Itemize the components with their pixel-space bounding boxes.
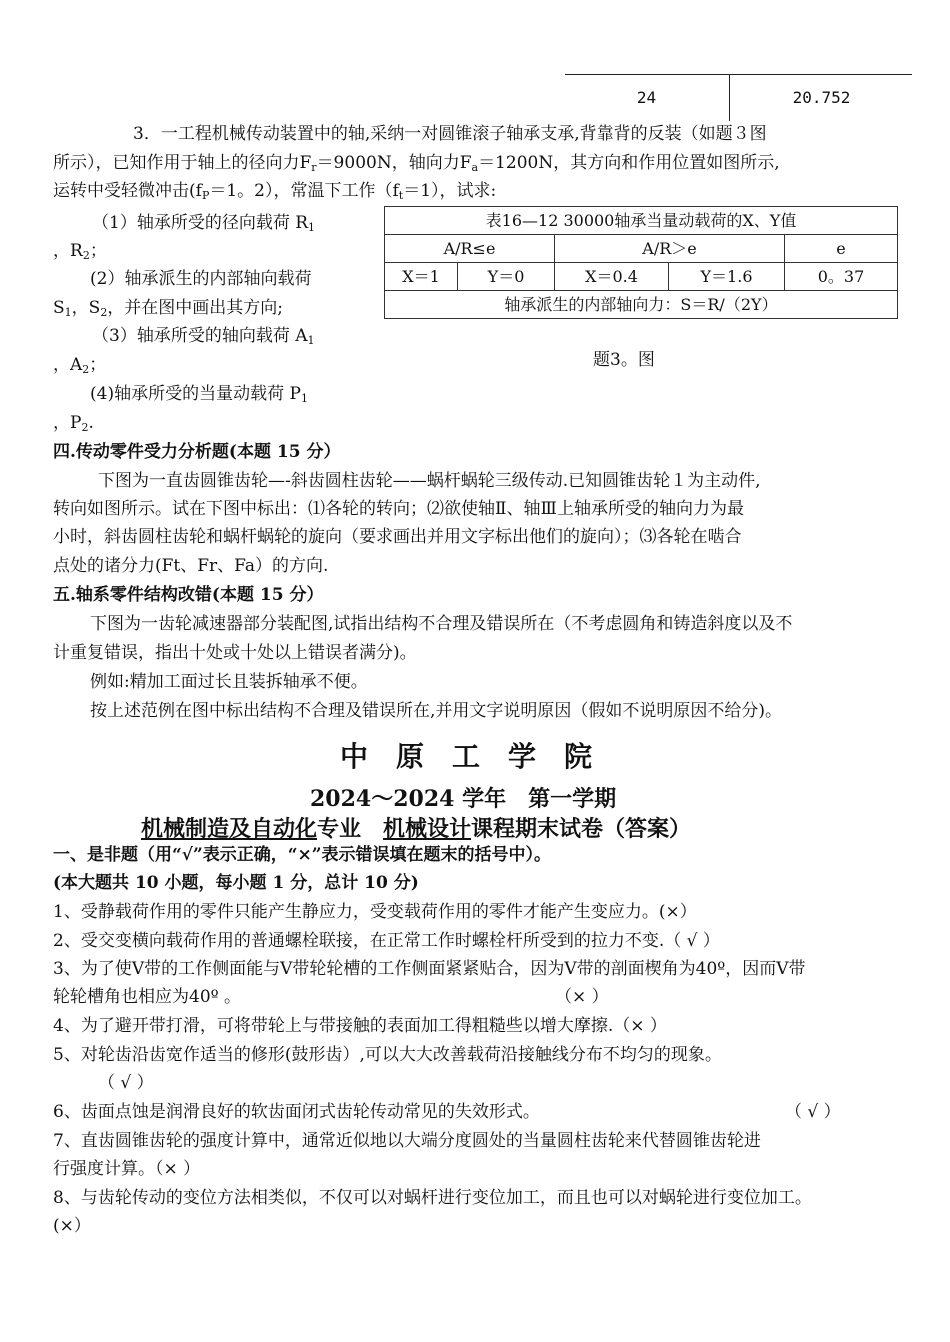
tf-question-4: 4、为了避开带打滑，可将带轮上与带接触的表面加工得粗糙些以增大摩擦.（× ） xyxy=(53,1016,667,1036)
tf-question-3b: 轮轮槽角也相应为40º 。 xyxy=(53,987,242,1007)
section-4-line-2: 转向如图所示。试在下图中标出：⑴各轮的转向；⑵欲使轴Ⅱ、轴Ⅲ上轴承所受的轴向力为最 xyxy=(53,499,744,519)
figure-caption: 题3。图 xyxy=(593,350,655,370)
tf-question-7a: 7、直齿圆锥齿轮的强度计算中，通常近似地以大端分度圆处的当量圆柱齿轮来代替圆锥齿轮进 xyxy=(53,1131,761,1151)
tf-question-5a: 5、对轮齿沿齿宽作适当的修形(鼓形齿）,可以大大改善载荷沿接触线分布不均匀的现象。 xyxy=(53,1045,722,1065)
section-5-line-4: 按上述范例在图中标出结构不合理及错误所在,并用文字说明原因（假如不说明原因不给分)。 xyxy=(90,701,783,721)
tf-answer-5: （ √ ） xyxy=(98,1073,154,1093)
tf-answer-3: （× ） xyxy=(555,987,609,1007)
bearing-coefficient-table xyxy=(384,206,898,319)
coef-header-ar-gt-e: A/R＞e xyxy=(555,235,785,263)
section-4-line-4: 点处的诸分力(Ft、Fr、Fa）的方向. xyxy=(53,556,329,576)
q3-sub2-b: $S_1$，$S_2$，并在图中画出其方向; xyxy=(53,298,284,319)
q3-sub3-b: ，$A_2$； xyxy=(53,355,107,376)
q3-line-3: 运转中受轻微冲击($f_P=1$。2），常温下工作$(f_t=1)$，试求: xyxy=(53,181,497,202)
section-4-line-1: 下图为一直齿圆锥齿轮—-斜齿圆柱齿轮——蜗杆蜗轮三级传动.已知圆锥齿轮１为主动件, xyxy=(98,471,761,491)
q3-sub4-a: (4)轴承所受的当量动载荷 $P_1$ xyxy=(90,384,308,405)
top-table-cell-1: 24 xyxy=(636,88,657,107)
school-name: 中原工学院 xyxy=(340,740,621,773)
coef-cell-e: 0。37 xyxy=(785,263,898,291)
tf-question-8b: (×） xyxy=(53,1216,91,1236)
section-5-title: 五.轴系零件结构改错(本题 15 分） xyxy=(53,585,324,605)
q3-sub1-b: ，$R_2$； xyxy=(53,241,107,262)
coef-cell-y16: Y＝1.6 xyxy=(669,263,785,291)
academic-year: 2024～2024 学年 第一学期 xyxy=(310,786,617,812)
tf-question-7b: 行强度计算。（× ） xyxy=(53,1159,201,1179)
q3-sub1-a: （1）轴承所受的径向载荷 $R_1$ xyxy=(92,213,316,234)
section-4-title: 四.传动零件受力分析题(本题 15 分） xyxy=(53,442,341,462)
top-table-cell-2: 20.752 xyxy=(729,75,913,121)
coef-table-title: 表16—12 30000轴承当量动载荷的X、Y值 xyxy=(385,207,898,235)
q3-sub3-a: （3）轴承所受的轴向载荷 $A_1$ xyxy=(92,326,315,347)
coef-cell-x1: X＝1 xyxy=(385,263,458,291)
part-1-title: 一、是非题（用“√”表示正确，“×”表示错误填在题末的括号中）。 xyxy=(53,845,552,865)
coef-table-note: 轴承派生的内部轴向力：S＝R/（2Y） xyxy=(385,291,898,319)
tf-question-6: 6、齿面点蚀是润滑良好的软齿面闭式齿轮传动常见的失效形式。 xyxy=(53,1102,540,1122)
tf-answer-6: （ √ ） xyxy=(785,1102,841,1122)
course-suffix: 课程期末试卷（答案） xyxy=(471,816,692,842)
tf-question-8a: 8、与齿轮传动的变位方法相类似，不仅可以对蜗杆进行变位加工，而且也可以对蜗轮进行变位加工。 xyxy=(53,1188,812,1208)
coef-cell-y0: Y＝0 xyxy=(458,263,555,291)
tf-question-2: 2、受交变横向载荷作用的普通螺栓联接，在正常工作时螺栓杆所受到的拉力不变.（ √ ） xyxy=(53,931,720,951)
coef-cell-x04: X＝0.4 xyxy=(555,263,669,291)
q3-sub4-b: ，$P_2$. xyxy=(53,413,94,434)
part-1-subtitle: (本大题共 10 小题，每小题 1 分，总计 10 分) xyxy=(53,873,419,893)
tf-question-3a: 3、为了使V带的工作侧面能与V带轮轮槽的工作侧面紧紧贴合，因为V带的剖面楔角为40º，因而V带 xyxy=(53,959,806,979)
coef-header-e: e xyxy=(785,235,898,263)
section-5-line-2: 计重复错误，指出十处或十处以上错误者满分)。 xyxy=(53,643,417,663)
section-5-line-3: 例如:精加工面过长且装拆轴承不便。 xyxy=(90,672,368,692)
exam-title-line xyxy=(141,812,691,843)
top-table-row xyxy=(565,74,912,121)
q3-sub2-a: (2）轴承派生的内部轴向载荷 xyxy=(90,269,312,289)
major-name: 机械制造及自动化 xyxy=(141,816,318,842)
q3-line-1: 3．一工程机械传动装置中的轴,采纳一对圆锥滚子轴承支承,背靠背的反装（如题３图 xyxy=(133,124,767,144)
major-suffix: 专业 xyxy=(317,816,384,842)
coef-header-ar-le-e: A/R≤e xyxy=(385,235,555,263)
tf-question-1: 1、受静载荷作用的零件只能产生静应力，受变载荷作用的零件才能产生变应力。(×） xyxy=(53,902,697,922)
course-name: 机械设计 xyxy=(383,816,472,842)
q3-line-2: 所示），已知作用于轴上的径向力$F_r=9000N$，轴向力$F_a=1200N$，其方向和作用位置如图所示, xyxy=(53,153,780,174)
section-5-line-1: 下图为一齿轮减速器部分装配图,试指出结构不合理及错误所在（不考虑圆角和铸造斜度以及不 xyxy=(90,614,793,634)
section-4-line-3: 小时，斜齿圆柱齿轮和蜗杆蜗轮的旋向（要求画出并用文字标出他们的旋向）；⑶各轮在啮合 xyxy=(53,527,742,547)
